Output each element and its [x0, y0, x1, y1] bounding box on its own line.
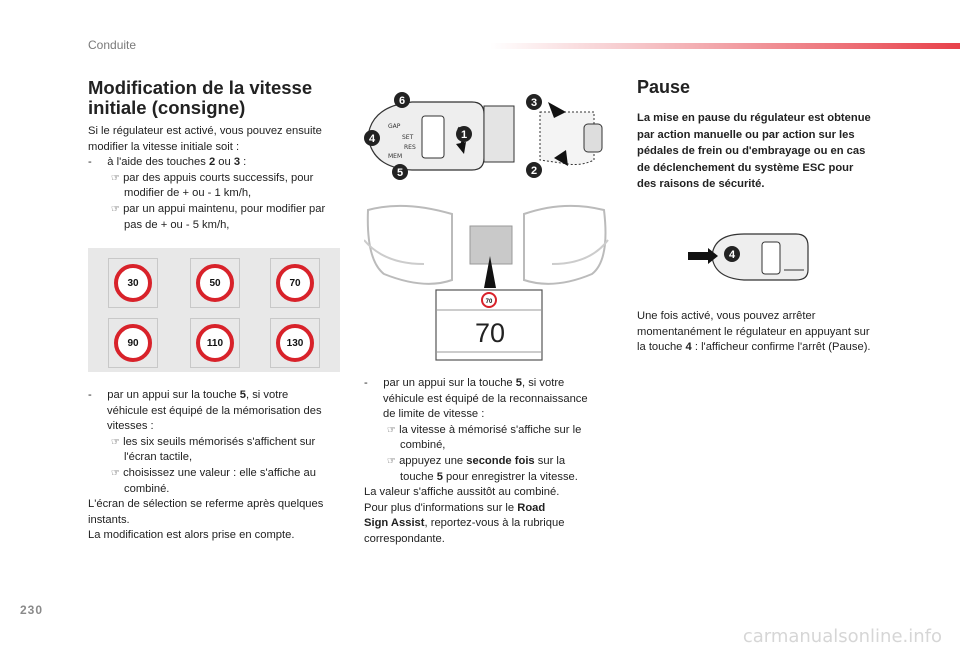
left-memorisation-text: - par un appui sur la touche 5, si votre véhicule est équipé de la mémorisation des vitesses : ☞ les six seuils mémorisés s'affichent sur l'écran tactile, ☞ choisissez une valeur : elle s'affiche au combiné. L'écran de sélection se referme après quelques instants. La modification est alors prise en compte.	[88, 389, 324, 542]
hand-pointer-icon: ☞	[387, 424, 396, 436]
dashboard-illustration	[364, 200, 614, 362]
svg-text:4: 4	[368, 133, 376, 145]
cluster-screen	[470, 226, 512, 264]
section-label: Conduite	[88, 38, 137, 52]
svg-text:1: 1	[460, 129, 468, 141]
speed-signs-panel	[88, 248, 340, 372]
display-speed-value: 70	[474, 318, 506, 348]
svg-text:6: 6	[398, 95, 406, 107]
hand-pointer-icon: ☞	[387, 455, 396, 467]
svg-text:5: 5	[396, 167, 404, 179]
speed-sign-110: 110	[190, 318, 240, 368]
speed-sign-50: 50	[190, 258, 240, 308]
lever-illustration	[362, 88, 612, 188]
hand-pointer-icon: ☞	[111, 467, 120, 479]
lever-label-mem: MEM	[388, 153, 403, 160]
middle-text: - par un appui sur la touche 5, si votre véhicule est équipé de la reconnaissance de limite de vitesse : ☞ la vitesse à mémorisé s'affiche sur le combiné, ☞ appuyez une seconde fois sur la touche 5 pour enregistrer la vitesse. La valeur s'affiche aussitôt au combiné. Pour plus d'informations sur le Road Sign Assist, reportez-vous à la rubrique correspondante.	[364, 377, 588, 545]
lever-label-gap: GAP	[388, 123, 401, 130]
left-title: Modification de la vitesse initiale (consigne)	[88, 77, 313, 118]
hand-pointer-icon: ☞	[111, 203, 120, 215]
watermark: carmanualsonline.info	[742, 626, 942, 647]
pause-lever-illustration	[684, 226, 814, 286]
speed-sign-90: 90	[108, 318, 158, 368]
svg-text:70: 70	[485, 299, 493, 305]
svg-text:3: 3	[530, 97, 538, 109]
page-number: 230	[20, 603, 44, 617]
lever-label-set: SET	[402, 134, 414, 141]
speed-sign-130: 130	[270, 318, 320, 368]
svg-text:2: 2	[530, 165, 538, 177]
pause-body: Une fois activé, vous pouvez arrêter momentanément le régulateur en appuyant sur la touche 4 : l'afficheur confirme l'arrêt (Pause).	[637, 310, 871, 354]
left-intro: Si le régulateur est activé, vous pouvez ensuite modifier la vitesse initiale soit : - à l'aide des touches 2 ou 3 : ☞ par des appuis courts successifs, pour modifier de + ou - 1 km/h, ☞ par un appui maintenu, pour modifier par pas de + ou - 5 km/h,	[88, 125, 326, 231]
hand-pointer-icon: ☞	[111, 172, 120, 184]
speed-sign-30: 30	[108, 258, 158, 308]
hand-pointer-icon: ☞	[111, 436, 120, 448]
pause-title: Pause	[637, 77, 691, 97]
svg-text:4: 4	[728, 249, 736, 261]
header-accent-bar	[490, 43, 960, 49]
pause-intro: La mise en pause du régulateur est obtenue par action manuelle ou par action sur les pédales de frein ou d'embrayage ou en cas de déclenchement du système ESC pour des raisons de sécurité.	[637, 112, 871, 190]
lever-label-res: RES	[404, 144, 416, 151]
speed-sign-70: 70	[270, 258, 320, 308]
